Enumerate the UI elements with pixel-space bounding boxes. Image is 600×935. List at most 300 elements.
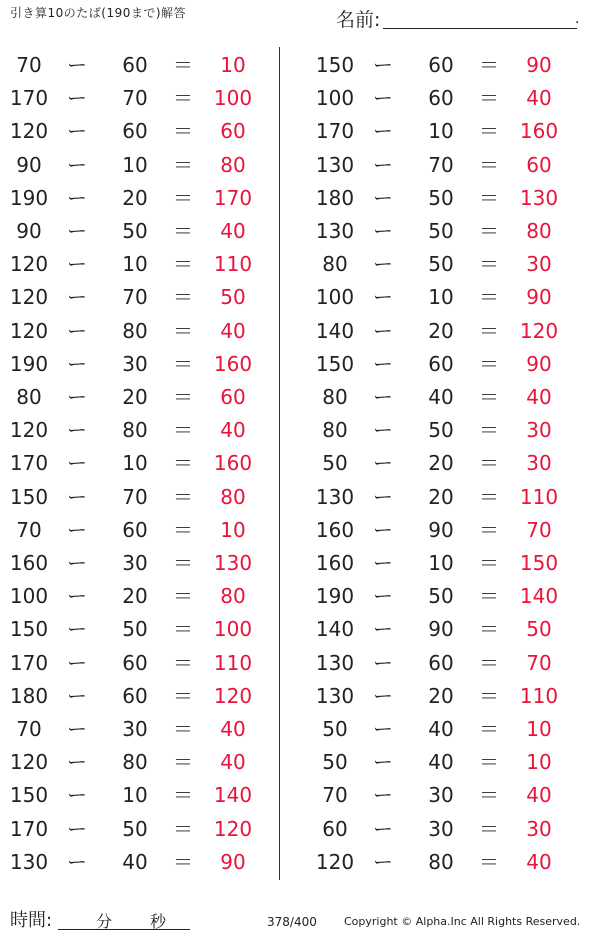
equals-sign: ＝ [173, 185, 193, 210]
problem-row [3, 580, 273, 613]
subtrahend: 30 [122, 717, 148, 741]
minuend: 90 [16, 219, 42, 243]
minus-sign: ー [67, 152, 87, 177]
equals-sign: ＝ [173, 584, 193, 609]
minus-sign: ー [67, 86, 87, 111]
subtrahend: 20 [428, 318, 454, 343]
problem-row [309, 215, 579, 248]
minus-sign: ー [67, 385, 87, 409]
problem-row [3, 481, 273, 514]
subtrahend: 10 [122, 451, 148, 476]
minus-sign: ー [67, 418, 87, 443]
equals-sign: ＝ [173, 86, 193, 111]
minuend: 130 [315, 484, 355, 509]
subtrahend: 30 [428, 783, 454, 808]
problem-row [3, 215, 273, 248]
minuend: 70 [16, 717, 42, 741]
minus-sign: ー [373, 86, 393, 111]
problem-row [3, 846, 273, 879]
minuend: 150 [315, 53, 355, 77]
minus-sign: ー [67, 584, 87, 609]
minus-sign: ー [67, 252, 87, 277]
answer: 80 [220, 152, 246, 177]
equals-sign: ＝ [173, 683, 193, 708]
minus-sign: ー [67, 816, 87, 841]
answer: 70 [526, 650, 552, 675]
subtrahend: 70 [122, 285, 148, 310]
subtrahend: 20 [428, 484, 454, 509]
problem-row [309, 82, 579, 115]
minuend: 80 [322, 385, 348, 409]
answer: 160 [519, 119, 559, 144]
minus-sign: ー [373, 418, 393, 443]
equals-sign: ＝ [479, 451, 499, 476]
problem-row [3, 281, 273, 314]
equals-sign: ＝ [479, 584, 499, 609]
subtrahend: 40 [428, 385, 454, 409]
minus-sign: ー [67, 717, 87, 741]
subtrahend: 50 [428, 219, 454, 243]
minuend: 170 [9, 451, 49, 476]
answer: 160 [213, 351, 253, 376]
subtrahend: 40 [428, 717, 454, 741]
equals-sign: ＝ [173, 285, 193, 310]
minuend: 150 [9, 617, 49, 642]
minus-sign: ー [67, 517, 87, 542]
page-number: 378/400 [267, 915, 317, 929]
answer: 100 [213, 617, 253, 642]
problem-row [3, 315, 273, 348]
minus-sign: ー [373, 119, 393, 144]
minus-sign: ー [373, 285, 393, 310]
problem-row [309, 779, 579, 812]
subtrahend: 50 [428, 418, 454, 443]
minuend: 170 [9, 816, 49, 841]
problem-row [3, 514, 273, 547]
problem-row [3, 746, 273, 779]
problem-row [309, 746, 579, 779]
minus-sign: ー [373, 185, 393, 210]
equals-sign: ＝ [173, 451, 193, 476]
problem-row [309, 547, 579, 580]
equals-sign: ＝ [479, 484, 499, 509]
answer: 150 [519, 551, 559, 575]
minuend: 170 [9, 650, 49, 675]
name-field-line[interactable] [383, 28, 577, 29]
minuend: 180 [9, 683, 49, 708]
answer: 80 [526, 219, 552, 243]
answer: 40 [220, 717, 246, 741]
minus-sign: ー [373, 849, 393, 874]
subtrahend: 60 [122, 119, 148, 144]
answer: 40 [220, 318, 246, 343]
minuend: 180 [315, 185, 355, 210]
subtrahend: 10 [122, 152, 148, 177]
problem-row [309, 846, 579, 879]
answer: 90 [526, 351, 552, 376]
answer: 80 [220, 484, 246, 509]
problem-row [3, 381, 273, 414]
minus-sign: ー [67, 683, 87, 708]
problem-row [309, 481, 579, 514]
minuend: 70 [322, 783, 348, 808]
problem-row [3, 149, 273, 182]
minus-sign: ー [373, 617, 393, 642]
equals-sign: ＝ [173, 252, 193, 277]
equals-sign: ＝ [479, 252, 499, 277]
equals-sign: ＝ [479, 783, 499, 808]
equals-sign: ＝ [173, 816, 193, 841]
subtrahend: 60 [122, 53, 148, 77]
subtrahend: 70 [122, 484, 148, 509]
answer: 60 [220, 119, 246, 144]
minuend: 150 [9, 783, 49, 808]
answer: 110 [213, 252, 253, 277]
subtrahend: 20 [428, 683, 454, 708]
subtrahend: 50 [122, 617, 148, 642]
equals-sign: ＝ [479, 385, 499, 409]
answer: 110 [213, 650, 253, 675]
problem-row [3, 49, 273, 82]
equals-sign: ＝ [479, 285, 499, 310]
minus-sign: ー [373, 451, 393, 476]
answer: 90 [526, 285, 552, 310]
equals-sign: ＝ [173, 783, 193, 808]
minus-sign: ー [67, 750, 87, 775]
answer: 110 [519, 683, 559, 708]
subtrahend: 50 [122, 219, 148, 243]
subtrahend: 10 [428, 119, 454, 144]
minuend: 130 [315, 650, 355, 675]
equals-sign: ＝ [479, 86, 499, 111]
minuend: 70 [16, 517, 42, 542]
minuend: 80 [322, 418, 348, 443]
answer: 30 [526, 816, 552, 841]
problem-row [309, 381, 579, 414]
problem-row [3, 547, 273, 580]
answer: 10 [220, 53, 246, 77]
answer: 120 [519, 318, 559, 343]
equals-sign: ＝ [173, 551, 193, 575]
subtrahend: 30 [122, 351, 148, 376]
minuend: 50 [322, 451, 348, 476]
time-field-line[interactable] [58, 929, 190, 930]
equals-sign: ＝ [173, 517, 193, 542]
minuend: 130 [315, 683, 355, 708]
minuend: 100 [9, 584, 49, 609]
problem-row [3, 414, 273, 447]
subtrahend: 20 [122, 584, 148, 609]
answer: 40 [220, 219, 246, 243]
problem-row [309, 281, 579, 314]
minus-sign: ー [67, 318, 87, 343]
problem-row [309, 414, 579, 447]
equals-sign: ＝ [173, 318, 193, 343]
minuend: 190 [9, 351, 49, 376]
equals-sign: ＝ [173, 650, 193, 675]
answer: 90 [220, 849, 246, 874]
problem-row [309, 514, 579, 547]
problem-row [3, 779, 273, 812]
subtrahend: 50 [428, 584, 454, 609]
equals-sign: ＝ [479, 849, 499, 874]
problem-row [3, 182, 273, 215]
subtrahend: 60 [122, 650, 148, 675]
minus-sign: ー [67, 783, 87, 808]
equals-sign: ＝ [479, 517, 499, 542]
problem-row [309, 680, 579, 713]
minuend: 150 [315, 351, 355, 376]
minuend: 140 [315, 617, 355, 642]
equals-sign: ＝ [479, 318, 499, 343]
minuend: 50 [322, 750, 348, 775]
subtrahend: 80 [428, 849, 454, 874]
problem-row [3, 813, 273, 846]
problem-row [309, 49, 579, 82]
subtrahend: 60 [428, 650, 454, 675]
equals-sign: ＝ [479, 750, 499, 775]
minus-sign: ー [67, 451, 87, 476]
answer: 60 [220, 385, 246, 409]
name-label: 名前: [336, 9, 381, 31]
equals-sign: ＝ [479, 816, 499, 841]
minus-sign: ー [67, 185, 87, 210]
subtrahend: 80 [122, 750, 148, 775]
minus-sign: ー [67, 53, 87, 77]
minuend: 120 [9, 285, 49, 310]
subtrahend: 20 [122, 185, 148, 210]
minuend: 70 [16, 53, 42, 77]
subtrahend: 10 [428, 285, 454, 310]
minuend: 140 [315, 318, 355, 343]
answer: 130 [519, 185, 559, 210]
answer: 10 [220, 517, 246, 542]
equals-sign: ＝ [173, 385, 193, 409]
problem-row [3, 115, 273, 148]
equals-sign: ＝ [479, 418, 499, 443]
minus-sign: ー [67, 650, 87, 675]
subtrahend: 90 [428, 517, 454, 542]
answer: 120 [213, 816, 253, 841]
minus-sign: ー [373, 717, 393, 741]
minuend: 170 [315, 119, 355, 144]
equals-sign: ＝ [479, 650, 499, 675]
minus-sign: ー [373, 385, 393, 409]
minuend: 160 [315, 551, 355, 575]
subtrahend: 60 [428, 86, 454, 111]
answer: 40 [526, 86, 552, 111]
problem-row [309, 613, 579, 646]
subtrahend: 60 [122, 517, 148, 542]
minutes-label: 分 [96, 912, 113, 931]
equals-sign: ＝ [173, 849, 193, 874]
subtrahend: 40 [122, 849, 148, 874]
equals-sign: ＝ [479, 219, 499, 243]
minus-sign: ー [67, 484, 87, 509]
problem-row [3, 613, 273, 646]
minus-sign: ー [67, 849, 87, 874]
equals-sign: ＝ [479, 717, 499, 741]
problem-row [309, 149, 579, 182]
minus-sign: ー [373, 584, 393, 609]
problem-row [309, 182, 579, 215]
equals-sign: ＝ [173, 717, 193, 741]
answer: 140 [519, 584, 559, 609]
subtrahend: 10 [122, 252, 148, 277]
minuend: 80 [322, 252, 348, 277]
answer: 100 [213, 86, 253, 111]
subtrahend: 30 [428, 816, 454, 841]
column-divider [279, 47, 280, 880]
problem-row [309, 248, 579, 281]
subtrahend: 50 [122, 816, 148, 841]
minuend: 100 [315, 285, 355, 310]
minus-sign: ー [373, 351, 393, 376]
minus-sign: ー [67, 617, 87, 642]
answer: 60 [526, 152, 552, 177]
answer: 30 [526, 451, 552, 476]
subtrahend: 20 [428, 451, 454, 476]
minus-sign: ー [373, 252, 393, 277]
equals-sign: ＝ [479, 119, 499, 144]
minuend: 120 [9, 252, 49, 277]
minus-sign: ー [373, 318, 393, 343]
problem-row [3, 82, 273, 115]
problem-row [309, 115, 579, 148]
subtrahend: 10 [428, 551, 454, 575]
minuend: 50 [322, 717, 348, 741]
subtrahend: 50 [428, 185, 454, 210]
minuend: 90 [16, 152, 42, 177]
answer: 170 [213, 185, 253, 210]
minuend: 130 [9, 849, 49, 874]
minuend: 190 [9, 185, 49, 210]
problem-row [309, 315, 579, 348]
equals-sign: ＝ [173, 119, 193, 144]
answer: 70 [526, 517, 552, 542]
equals-sign: ＝ [479, 551, 499, 575]
answer: 30 [526, 418, 552, 443]
equals-sign: ＝ [173, 152, 193, 177]
problem-row [3, 447, 273, 480]
subtrahend: 80 [122, 318, 148, 343]
minuend: 130 [315, 219, 355, 243]
problem-row [309, 713, 579, 746]
minuend: 120 [9, 119, 49, 144]
problem-row [309, 647, 579, 680]
problem-row [3, 647, 273, 680]
minus-sign: ー [373, 750, 393, 775]
problem-row [3, 713, 273, 746]
minus-sign: ー [373, 551, 393, 575]
answer: 80 [220, 584, 246, 609]
minuend: 160 [315, 517, 355, 542]
answer: 160 [213, 451, 253, 476]
answer: 40 [526, 385, 552, 409]
equals-sign: ＝ [173, 484, 193, 509]
problem-row [309, 348, 579, 381]
minus-sign: ー [373, 484, 393, 509]
minus-sign: ー [67, 119, 87, 144]
minus-sign: ー [67, 551, 87, 575]
problem-row [3, 680, 273, 713]
answer: 90 [526, 53, 552, 77]
equals-sign: ＝ [173, 617, 193, 642]
minus-sign: ー [373, 816, 393, 841]
minuend: 80 [16, 385, 42, 409]
equals-sign: ＝ [173, 750, 193, 775]
subtrahend: 40 [428, 750, 454, 775]
minuend: 170 [9, 86, 49, 111]
minuend: 150 [9, 484, 49, 509]
minus-sign: ー [67, 351, 87, 376]
time-label: 時間: [10, 910, 53, 931]
minus-sign: ー [373, 53, 393, 77]
equals-sign: ＝ [479, 53, 499, 77]
subtrahend: 60 [428, 351, 454, 376]
subtrahend: 60 [428, 53, 454, 77]
answer: 50 [220, 285, 246, 310]
equals-sign: ＝ [479, 683, 499, 708]
minus-sign: ー [67, 285, 87, 310]
minuend: 60 [322, 816, 348, 841]
minuend: 120 [9, 750, 49, 775]
answer: 130 [213, 551, 253, 575]
minus-sign: ー [373, 219, 393, 243]
answer: 120 [213, 683, 253, 708]
subtrahend: 90 [428, 617, 454, 642]
subtrahend: 10 [122, 783, 148, 808]
answer: 110 [519, 484, 559, 509]
answer: 40 [526, 783, 552, 808]
subtrahend: 20 [122, 385, 148, 409]
problem-row [3, 248, 273, 281]
problem-row [309, 447, 579, 480]
answer: 40 [220, 418, 246, 443]
seconds-label: 秒 [150, 912, 167, 931]
minuend: 160 [9, 551, 49, 575]
answer: 50 [526, 617, 552, 642]
name-end-dot: . [575, 11, 580, 27]
minus-sign: ー [373, 683, 393, 708]
minuend: 130 [315, 152, 355, 177]
subtrahend: 30 [122, 551, 148, 575]
minuend: 190 [315, 584, 355, 609]
equals-sign: ＝ [173, 53, 193, 77]
answer: 40 [220, 750, 246, 775]
subtrahend: 70 [428, 152, 454, 177]
equals-sign: ＝ [173, 418, 193, 443]
minuend: 120 [9, 418, 49, 443]
equals-sign: ＝ [479, 351, 499, 376]
problem-row [3, 348, 273, 381]
answer: 30 [526, 252, 552, 277]
minus-sign: ー [373, 783, 393, 808]
answer: 40 [526, 849, 552, 874]
minus-sign: ー [373, 650, 393, 675]
answer: 10 [526, 750, 552, 775]
equals-sign: ＝ [479, 152, 499, 177]
worksheet-title: 引き算10のたば(190まで)解答 [10, 6, 187, 20]
equals-sign: ＝ [173, 219, 193, 243]
minus-sign: ー [67, 219, 87, 243]
subtrahend: 70 [122, 86, 148, 111]
minuend: 100 [315, 86, 355, 111]
problem-row [309, 580, 579, 613]
minuend: 120 [315, 849, 355, 874]
equals-sign: ＝ [479, 617, 499, 642]
minus-sign: ー [373, 152, 393, 177]
